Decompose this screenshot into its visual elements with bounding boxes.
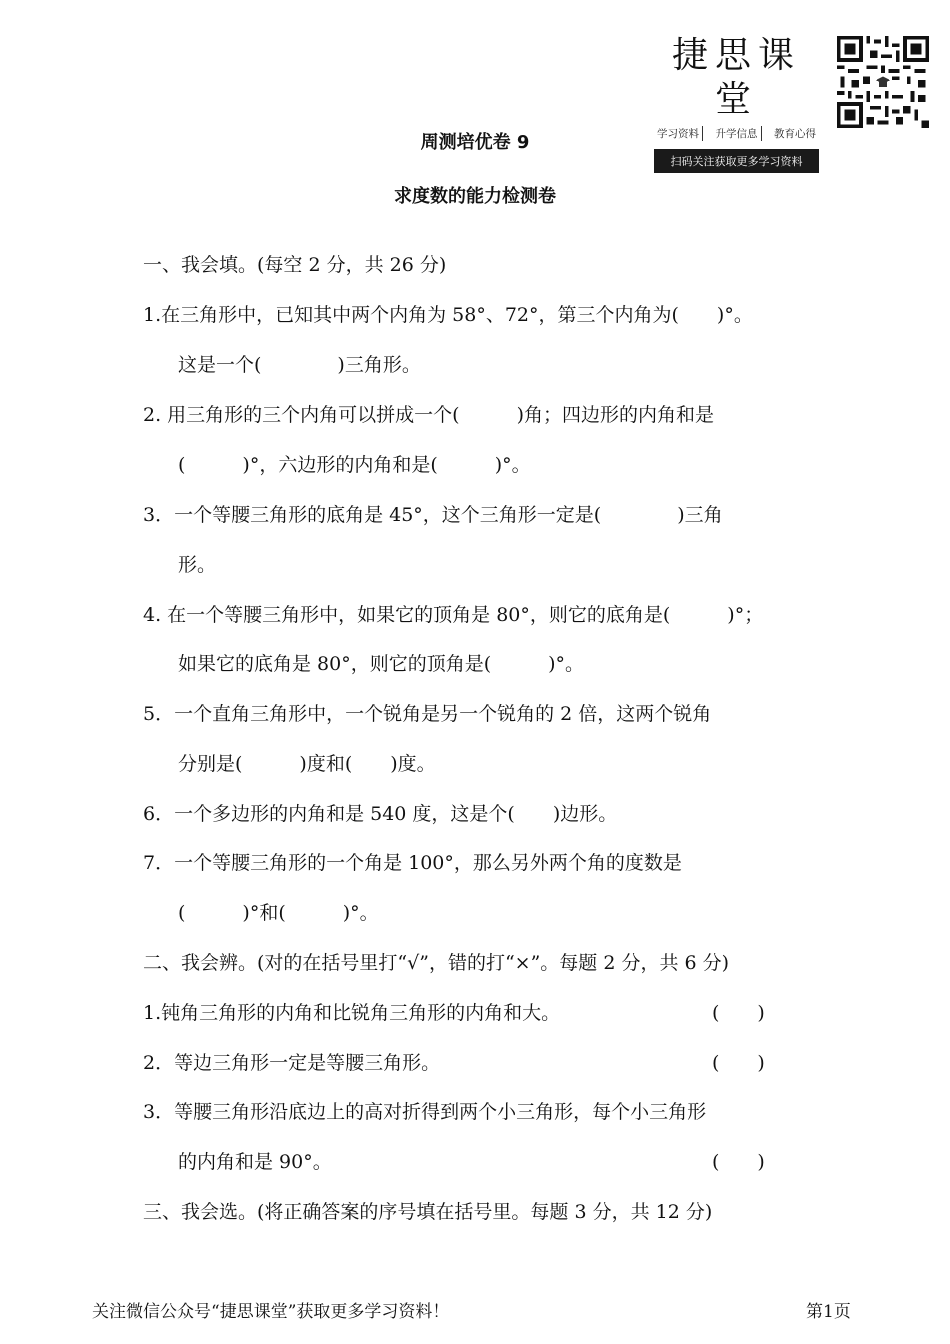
brand-tag: 教育心得 bbox=[774, 128, 816, 140]
question-line: 3．一个等腰三角形的底角是 45°，这个三角形一定是( )三角 bbox=[143, 504, 723, 526]
footer-note: 关注微信公众号“捷思课堂”获取更多学习资料！ bbox=[92, 1302, 450, 1322]
question-line: 1.钝角三角形的内角和比锐角三角形的内角和大。 bbox=[143, 1002, 561, 1024]
question-line: 4. 在一个等腰三角形中，如果它的顶角是 80°，则它的底角是( )°； bbox=[143, 604, 764, 626]
page-number: 第1页 bbox=[806, 1302, 851, 1322]
page-subtitle: 求度数的能力检测卷 bbox=[394, 186, 556, 207]
section-heading-choose: 三、我会选。(将正确答案的序号填在括号里。每题 3 分，共 12 分) bbox=[143, 1201, 713, 1223]
question-line: 的内角和是 90°。 bbox=[178, 1151, 332, 1173]
question-line: 这是一个( )三角形。 bbox=[178, 354, 421, 376]
answer-paren: ( ) bbox=[712, 1052, 765, 1074]
section-heading-fill: 一、我会填。(每空 2 分，共 26 分) bbox=[143, 254, 447, 276]
question-line: ( )°和( )°。 bbox=[178, 902, 379, 924]
brand-tag: 学习资料 bbox=[654, 126, 703, 141]
question-line: 7．一个等腰三角形的一个角是 100°，那么另外两个角的度数是 bbox=[143, 852, 682, 874]
question-line: 6．一个多边形的内角和是 540 度，这是个( )边形。 bbox=[143, 803, 618, 825]
answer-paren: ( ) bbox=[712, 1151, 765, 1173]
brand-name: 捷思课堂 bbox=[671, 35, 801, 120]
brand-tag: 升学信息 bbox=[713, 126, 762, 141]
question-line: 形。 bbox=[178, 554, 217, 576]
question-line: 2. 用三角形的三个内角可以拼成一个( )角；四边形的内角和是 bbox=[143, 404, 714, 426]
question-line: ( )°，六边形的内角和是( )°。 bbox=[178, 454, 531, 476]
question-line: 如果它的底角是 80°，则它的顶角是( )°。 bbox=[178, 653, 585, 675]
question-line: 5．一个直角三角形中，一个锐角是另一个锐角的 2 倍，这两个锐角 bbox=[143, 703, 712, 725]
qr-code-icon bbox=[837, 36, 929, 128]
section-heading-judge: 二、我会辨。(对的在括号里打“√”，错的打“×”。每题 2 分，共 6 分) bbox=[143, 952, 730, 974]
question-line: 1.在三角形中，已知其中两个内角为 58°、72°，第三个内角为( )°。 bbox=[143, 304, 753, 326]
question-line: 分别是( )度和( )度。 bbox=[178, 753, 436, 775]
page-title: 周测培优卷 9 bbox=[420, 132, 530, 153]
question-line: 3．等腰三角形沿底边上的高对折得到两个小三角形，每个小三角形 bbox=[143, 1101, 707, 1123]
question-line: 2．等边三角形一定是等腰三角形。 bbox=[143, 1052, 441, 1074]
answer-paren: ( ) bbox=[712, 1002, 765, 1024]
brand-banner: 扫码关注获取更多学习资料 bbox=[654, 149, 819, 173]
